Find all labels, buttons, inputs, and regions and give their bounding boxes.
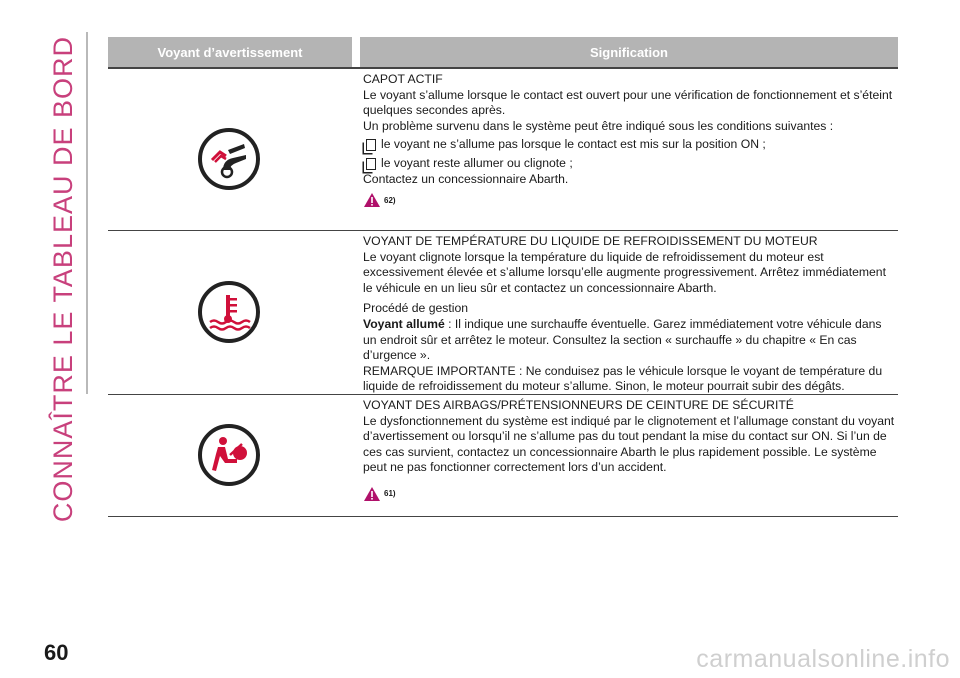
list-item: le voyant ne s’allume pas lorsque le contact est mis sur la position ON ; xyxy=(363,137,898,153)
row-text: Procédé de gestion xyxy=(363,301,469,316)
row-text: Un problème survenu dans le système peut être indiqué sous les conditions suivantes : xyxy=(363,118,834,133)
row-text: Le voyant clignote lorsque la température du liquide de refroidissement du moteur est excessivement élevée et s’allume lorsqu’elle augmente progressivement. Arrêtez immédiatement le véhicule en un lieu sûr et contactez un concessionnaire Abarth. xyxy=(363,249,886,295)
row-text: Le voyant s’allume lorsque le contact est ouvert pour une vérification de fonctionnement et s’éteint quelques secondes après. xyxy=(363,87,893,118)
table-row xyxy=(108,231,898,395)
bullet-icon xyxy=(366,139,376,151)
row-text: Contactez un concessionnaire Abarth. xyxy=(363,171,569,186)
row-title: CAPOT ACTIF xyxy=(363,72,443,86)
warning-reference: 61) xyxy=(363,486,898,502)
row-text: REMARQUE IMPORTANTE : Ne conduisez pas le véhicule lorsque le voyant de température du liquide de refroidissement du moteur s’allume. Sinon, le moteur pourrait subir des dégâts. xyxy=(363,363,883,394)
active-bonnet-icon xyxy=(198,128,260,190)
table-header xyxy=(108,37,898,69)
page-number: 60 xyxy=(44,640,69,665)
coolant-temperature-icon xyxy=(198,281,260,343)
watermark: carmanualsonline.info xyxy=(696,645,950,673)
table-row xyxy=(108,69,898,231)
table-row xyxy=(108,395,898,517)
row-text: Voyant allumé : Il indique une surchauffe éventuelle. Garez immédiatement votre véhicule dans un endroit sûr et arrêtez le moteur. Consultez la section « surchauffe » du chapitre « En cas d’urgence ». xyxy=(363,316,882,363)
bullet-icon xyxy=(366,158,376,170)
list-item: le voyant reste allumer ou clignote ; xyxy=(363,156,898,172)
warning-reference: 62) xyxy=(363,192,898,208)
warning-triangle-icon xyxy=(363,486,381,502)
airbag-icon xyxy=(198,424,260,486)
row-title: VOYANT DE TEMPÉRATURE DU LIQUIDE DE REFROIDISSEMENT DU MOTEUR xyxy=(363,234,818,248)
row-text: Le dysfonctionnement du système est indiqué par le clignotement et l’allumage constant du voyant d’avertissement ou lorsqu’il ne s’allume pas du tout pendant la mise du contact sur ON. Si l’un de ces cas survient, contactez un concessionnaire Abarth le plus rapidement possible. Le système peut ne pas fonctionner correctement lors d’un accident. xyxy=(363,413,895,475)
chapter-divider xyxy=(86,32,88,394)
chapter-title: CONNAÎTRE LE TABLEAU DE BORD xyxy=(48,36,78,523)
header-meaning: Signification xyxy=(360,37,898,67)
warning-triangle-icon xyxy=(363,192,381,208)
header-warning-light: Voyant d’avertissement xyxy=(108,37,352,67)
row-title: VOYANT DES AIRBAGS/PRÉTENSIONNEURS DE CEINTURE DE SÉCURITÉ xyxy=(363,398,794,412)
